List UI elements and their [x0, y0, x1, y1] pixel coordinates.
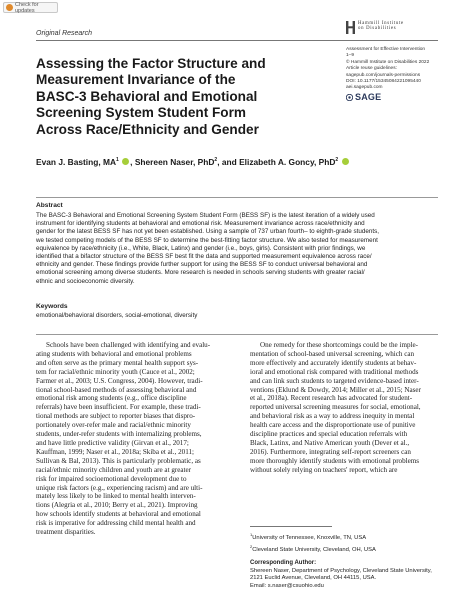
journal-info	[346, 47, 456, 101]
body-line: mately less likely to be linked to mental health interven-	[36, 492, 196, 501]
body-column-left	[36, 341, 232, 537]
body-column-right	[250, 341, 446, 475]
body-line: and behavioral risk as a way to address inequity in mental	[250, 412, 415, 421]
abstract-line: identified that a bifactor structure of the BESS SF best fit the data and supported measurement equivalence across race/	[36, 253, 372, 261]
body-line: treatment disparities.	[36, 528, 96, 537]
permissions-link[interactable]: sagepub.com/journals-permissions	[346, 72, 421, 78]
abstract-divider	[36, 197, 438, 198]
body-line: tional school-based methods of assessing behavioral and	[36, 385, 197, 394]
body-line: without solely relying on teachers' report, which are	[250, 465, 398, 474]
corresponding-author-line: Shereen Naser, Department of Psychology, Cleveland State University,	[250, 567, 432, 574]
body-line: more thoroughly identify students with emotional problems	[250, 456, 420, 465]
body-line: Black, Latinx, and Native American youth (Dever et al.,	[250, 438, 410, 447]
affiliation-marker: 2	[335, 157, 339, 164]
affiliation-number: 2	[250, 543, 253, 549]
keywords-heading: Keywords	[36, 303, 68, 310]
body-line: health care access and the disproportionate use of punitive	[250, 421, 416, 430]
body-line: racial/ethnic minority children and youth are at greater	[36, 465, 192, 474]
article-type: Original Research	[36, 30, 93, 37]
sage-logo	[346, 94, 456, 101]
footnote-divider	[250, 526, 332, 527]
body-line: One remedy for these shortcomings could be the imple-	[260, 341, 418, 349]
body-line: risk for impaired socioemotional development due to	[36, 474, 187, 483]
body-line: emotional risk among students (e.g., office discipline	[36, 394, 187, 403]
header-divider	[36, 40, 438, 41]
publisher-logo	[346, 21, 428, 34]
check-for-updates-button[interactable]	[3, 2, 58, 13]
abstract-line: instrument for identifying students at behavioral and emotional risk. Measurement invariance across race/ethnicity and	[36, 220, 365, 228]
affiliation-number: 1	[250, 532, 253, 537]
body-line: tional methods are subject to reporter biases that dispro-	[36, 412, 196, 421]
body-line: Sullivan & Bal, 2013). This is particularly problematic, as	[36, 456, 201, 465]
body-line: reported universal screening measures for social, emotional,	[250, 403, 421, 412]
sage-logo-text: SAGE	[355, 92, 382, 103]
publisher-name-line-2: on Disabilities	[358, 26, 397, 32]
publisher-name-line-1: Hammill Institute	[358, 21, 404, 26]
title-line: Measurement Invariance of the	[36, 72, 236, 88]
abstract-line: ethnic and socioeconomic diversity.	[36, 277, 135, 285]
corresponding-author-email[interactable]: Email: s.naser@csuohio.edu	[250, 582, 324, 589]
body-line: and can link such students to targeted evidence-based inter-	[250, 376, 419, 385]
refresh-icon	[6, 4, 13, 11]
affiliation-text: Cleveland State University, Cleveland, OH, USA	[252, 546, 376, 553]
keywords-text: emotional/behavioral disorders, social-emotional, diversity	[36, 312, 198, 319]
author-name: Shereen Naser, PhD	[134, 157, 215, 167]
body-line: tem for racial/ethnic minority youth (Cauce et al., 2002;	[36, 367, 195, 376]
abstract-line: equivalence by race/ethnicity (i.e., White, Black, Latinx) and gender (i.e., boys, girls). Consistent with prior findings, we	[36, 244, 366, 252]
reuse-guidelines: Article reuse guidelines:	[346, 66, 397, 72]
orcid-icon[interactable]	[122, 158, 129, 165]
corresponding-author-heading: Corresponding Author:	[250, 560, 317, 567]
body-line: mentation of school-based universal screening, which can	[250, 349, 415, 358]
body-line: et al., 2018a). Recent research has advocated for student-	[250, 394, 413, 403]
author-name: Evan J. Basting, MA	[36, 157, 117, 167]
abstract-line: The BASC-3 Behavioral and Emotional Screening System Student Form (BESS SF) is the latest iteration of a widely used	[36, 212, 375, 219]
orcid-icon[interactable]	[342, 158, 349, 165]
doi[interactable]: DOI: 10.1177/15345084221095440	[346, 79, 421, 85]
body-line: ating students with behavioral and emotional problems	[36, 349, 192, 358]
affiliation-text: University of Tennessee, Knoxville, TN, USA	[252, 534, 367, 541]
affiliation-marker: 2	[214, 157, 218, 164]
body-line: Kauffman, 1999; Naser et al., 2018a; Skiba et al., 2011;	[36, 447, 194, 456]
journal-name: Assessment for Effective Intervention	[346, 47, 426, 52]
abstract-line: we tested competing models of the BESS SF to determine the best-fitting factor structure. We also tested for measurement	[36, 236, 378, 244]
sage-logo-icon	[346, 94, 353, 101]
copyright: © Hammill Institute on Disabilities 2022	[346, 59, 430, 65]
affiliation-2	[250, 543, 446, 555]
body-line: portionately over-refer male and racial/ethnic minority	[36, 421, 191, 430]
journal-url[interactable]: aei.sagepub.com	[346, 85, 383, 91]
body-line: tions (Alegria et al., 2010; Berry et al., 2021). Improving	[36, 501, 198, 510]
abstract-line: ethnicity and gender. These findings provide further support for using the BESS SF to conduct universal behavioral and	[36, 261, 368, 269]
author-list: Evan J. Basting, $MA^1$ , Shereen Naser, PhD$^2$, and Elizabeth A. Goncy, PhD$^2$	[36, 157, 436, 167]
body-line: 2016). Furthermore, integrating self-report screeners can	[250, 447, 411, 456]
body-line: students, under-refer students with internalizing problems,	[36, 430, 202, 439]
body-line: discipline practices and special education referrals with	[250, 430, 408, 439]
hammill-logo-icon	[346, 21, 355, 34]
title-line: Screening System Student Form	[36, 105, 246, 121]
title-line: BASC-3 Behavioral and Emotional	[36, 88, 258, 104]
body-line: unique risk factors (e.g., experiencing racism) and are ulti-	[36, 483, 203, 492]
abstract-line: emotional screening among diverse students. More research is needed in schools serving students with greater racial/	[36, 269, 365, 277]
body-line: risk is imperative for addressing child mental health and	[36, 519, 196, 528]
body-line: Farmer et al., 2003; U.S. Congress, 2004). However, tradi-	[36, 376, 203, 385]
body-line: more effectively and accurately identify students at behav-	[250, 358, 417, 367]
author-name: and Elizabeth A. Goncy, PhD	[221, 157, 336, 167]
body-line: and often serve as the primary mental health support sys-	[36, 358, 199, 367]
affiliation-1	[250, 531, 446, 543]
body-line: referrals) have been insufficient. For example, these tradi-	[36, 403, 201, 412]
abstract-line: gender for the latest BESS SF has not yet been established. Using a sample of 737 urban fourth– to eighth-grade students,	[36, 228, 380, 236]
body-line: ioral and emotional risk compared with traditional methods	[250, 367, 419, 376]
title-line: Assessing the Factor Structure and	[36, 56, 266, 71]
body-line: ventions (Eklund & Dowdy, 2014; Miller et al., 2015; Naser	[250, 385, 421, 394]
title-line: Across Race/Ethnicity and Gender	[36, 121, 259, 137]
body-line: and have little predictive validity (Girvan et al., 2017;	[36, 438, 189, 447]
abstract-heading: Abstract	[36, 202, 63, 209]
body-line: how schools identify students at behavioral and emotional	[36, 510, 201, 519]
body-line: Schools have been challenged with identifying and evalu-	[46, 341, 211, 349]
affiliation-marker: 1	[116, 157, 119, 164]
article-title	[36, 56, 306, 138]
abstract-section	[36, 197, 438, 286]
keywords-divider	[36, 334, 438, 335]
check-for-updates-label: Check for updates	[15, 1, 39, 14]
footnotes	[250, 526, 446, 590]
abstract-text	[36, 212, 438, 286]
keywords-section	[36, 303, 438, 335]
corresponding-author-line: 2121 Euclid Avenue, Cleveland, OH 44115, USA.	[250, 575, 377, 582]
page-range: 1–9	[346, 53, 355, 59]
